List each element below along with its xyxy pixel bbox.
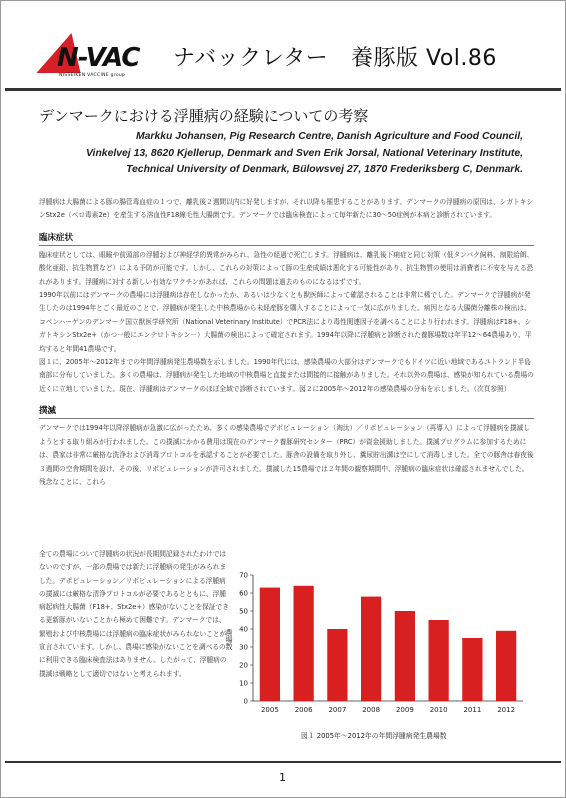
x-tick-label: 2008 bbox=[362, 706, 381, 714]
bar bbox=[327, 629, 347, 701]
chart-svg bbox=[225, 569, 533, 739]
clinical-paragraph: 図１に、2005年～2012年までの年間浮腫病発生農場数を示しました。1990年代には、感染農場の大部分はデンマークでもドイツに近い地域であるユトランド半島南部に分布していました。多くの農場は、浮腫病が発生した地域の中核農場と直接または間接的に接触がありました。それ以外の農場は、感染が知られている農場の近くに立地していました。現在、浮腫病はデンマークのほぼ全域で診断されています。図２に2005年～2012年の感染農場の分布を示しました。（次頁参照） bbox=[39, 358, 534, 393]
x-tick-label: 2011 bbox=[463, 706, 482, 714]
clinical-paragraph: 1990年以前にはデンマークの農場には浮腫病は存在しなかったか、あるいは少なくとも獣医師によって確認されることは非常に稀でした。デンマークで浮腫病が発生したのは1994年とごく最近のことで、浮腫病が発生した中核農場から未経産豚を購入することによって一気に広がりました。病因となる大腸菌分離株の検出は、コペンハーゲンのデンマーク国立獣医学研究所（National Veterinary Institute）でPCR法により毒性関連因子を調べることにより行われます。浮腫病はF18+、シガトキシンStx2e+（かつ一般にエンテロトキシン－）大腸菌の検出によって確定されます。1994年以降に浮腫病と診断された養豚場数は年平12～64農場あり、平均すると年間41農場です。 bbox=[39, 291, 532, 353]
bar bbox=[260, 588, 280, 701]
y-tick-label: 70 bbox=[239, 571, 248, 580]
y-tick-label: 60 bbox=[239, 589, 248, 598]
article-body bbox=[39, 196, 534, 489]
bar bbox=[429, 620, 449, 701]
author-line: Vinkelvej 13, 8620 Kjellerup, Denmark and Sven Erik Jorsal, National Veterinary Institute, bbox=[86, 147, 523, 159]
bar bbox=[395, 611, 415, 701]
edition-title: 養豚版 Vol.86 bbox=[351, 46, 497, 71]
header bbox=[5, 5, 561, 91]
authors bbox=[23, 129, 523, 179]
intro-paragraph: 浮腫病は大腸菌による豚の腸管毒血症の１つで、離乳後２週間以内に好発しますが、それ以降も罹患することがあります。デンマークの浮腫病の原因は、シガトキシンStx2e（ベロ毒素2e）を産生する溶血性F18線毛性大腸菌です。デンマークでは臨床検査によって毎年新たに30～50症例が本病と診断されています。 bbox=[39, 198, 533, 220]
y-tick-label: 30 bbox=[239, 643, 248, 652]
section-heading-eradication: 撲滅 bbox=[39, 405, 534, 419]
eradication-paragraph: デンマークでは1994年以降浮腫病が急激に広がったため、多くの感染農場でデポピュレーション（淘汰）／リポピュレーション（再導入）によって浮腫病を撲滅しようとする取り組みが行われました。この撲滅にかかる費用は現在のデンマーク養豚研究センター（PRC）が資金援助しました。撲滅プログラムに参加するためには、農家は非常に厳格な洗浄および消毒プロトコルを承認することが必要でした。豚舎の設備を取り外し、糞尿貯出溝は空にして消毒しました。全ての豚舎は春夜後３週間の空舎期間を設け、その後、リポピュレーションが許可されました。撲滅した15農場では２年間の観察期間中、浮腫病の臨床症状は確認されませんでした。残念なことに、これら bbox=[39, 424, 534, 486]
page-number: 1 bbox=[279, 771, 286, 784]
y-tick-label: 40 bbox=[239, 625, 248, 634]
x-tick-label: 2009 bbox=[395, 706, 414, 714]
y-tick-label: 0 bbox=[243, 697, 248, 706]
bar bbox=[496, 631, 516, 701]
author-line: Markku Johansen, Pig Research Centre, Danish Agriculture and Food Council, bbox=[135, 131, 523, 142]
x-tick-label: 2010 bbox=[429, 706, 448, 714]
x-tick-label: 2007 bbox=[328, 706, 347, 714]
footer-rule bbox=[5, 761, 561, 763]
newsletter-title: ナバックレター bbox=[173, 46, 329, 71]
x-tick-label: 2006 bbox=[294, 706, 313, 714]
logo bbox=[43, 33, 153, 83]
bar bbox=[294, 586, 314, 701]
y-axis-label: 農場数 bbox=[225, 629, 233, 650]
section-heading-clinical: 臨床症状 bbox=[39, 232, 534, 246]
logo-subtext: NISSEIKEN VACCINE group bbox=[59, 73, 126, 78]
author-line: Technical University of Denmark, Bülowsvej 27, 1870 Frederiksberg C, Denmark. bbox=[126, 164, 523, 176]
article-title: デンマークにおける浮腫病の経験についての考察 bbox=[39, 107, 369, 125]
clinical-paragraph: 臨床症状としては、眼瞼や前頭部の浮腫および神経学的異常がみられ、急性の経過で死亡します。浮腫病は、離乳後下痢症と同じ対策（低タンパク飼料、制限給餌、酸化亜鉛、抗生物質など）による予防が可能です。しかし、これらの対策によって豚の生産成績は悪化する可能性があり、抗生物質の使用は消費者に不安を与える恐れがあります。浮腫病に対する新しい有効なワクチンがあれば、これらの問題は過去のものになるはずです。 bbox=[39, 250, 534, 286]
bar bbox=[361, 597, 381, 701]
y-tick-label: 20 bbox=[239, 661, 248, 670]
bar bbox=[462, 638, 482, 701]
x-tick-label: 2005 bbox=[260, 706, 279, 714]
chart-caption: 図１ 2005年～2012年の年間浮腫病発生農場数 bbox=[301, 732, 447, 740]
x-tick-label: 2012 bbox=[497, 706, 516, 714]
y-tick-label: 50 bbox=[239, 607, 248, 616]
y-tick-label: 10 bbox=[239, 679, 248, 688]
logo-text: N-VAC bbox=[57, 43, 140, 73]
eradication-continued: 全ての農場について浮腫病の状況が長期間記録されたわけではないのですが、一部の農場では新たに浮腫病の発生がみられました。デポピュレーション／リポピュレーションによる浮腫病の撲滅には厳格な清浄プロトコルが必要であるとともに、浮腫病起病性大腸菌（F18+、Stx2e+）感染がないことを保証できる更新豚がいないことから極めて困難です。デンマークでは、繁殖および中核農場には浮腫病の臨床症状がみられないことが宣言されています。しかし、農場に感染がないことを調べるのに利用できる臨床検査法はありません。したがって、浮腫病の撲滅は戦略として適切ではないと考えられます。 bbox=[39, 550, 229, 678]
